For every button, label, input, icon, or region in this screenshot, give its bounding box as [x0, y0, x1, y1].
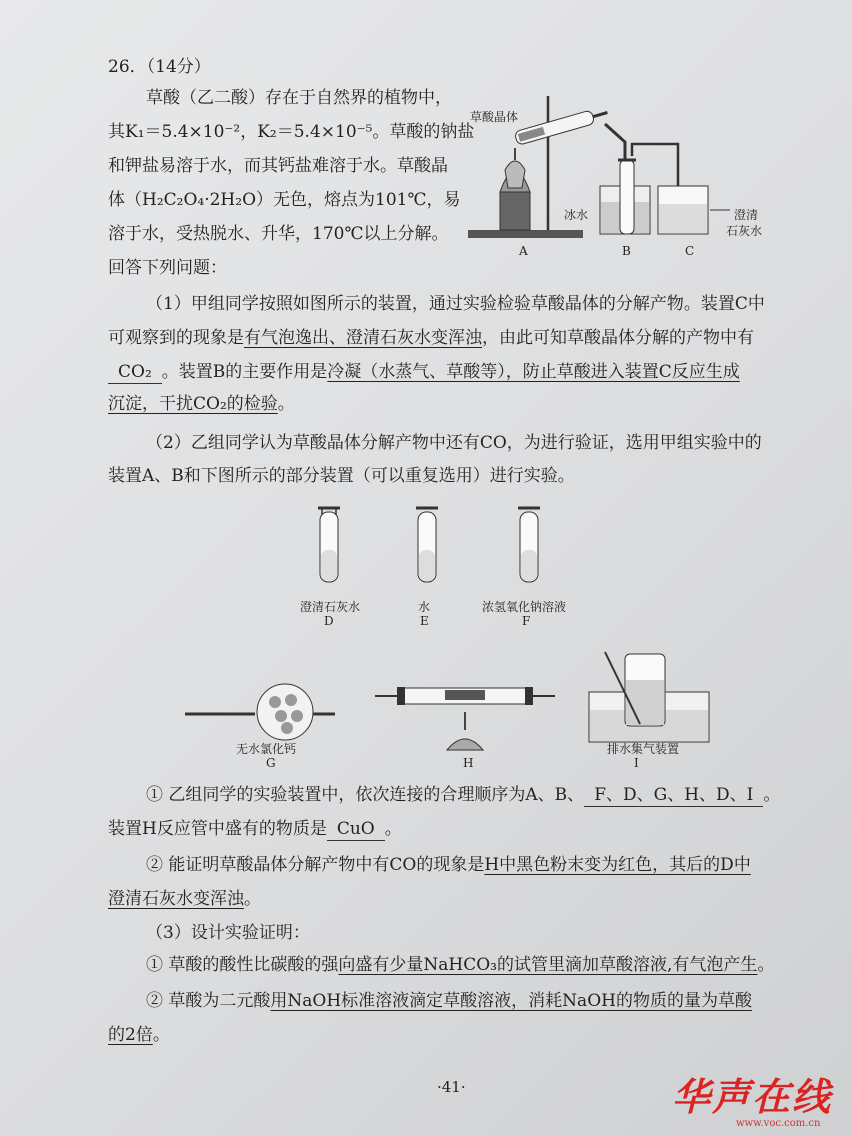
label-i-name: 排水集气装置	[607, 742, 680, 756]
part3-a-post: 。	[757, 955, 775, 975]
part2-line-2: 装置A、B和下图所示的部分装置（可以重复选用）进行实验。	[108, 466, 575, 486]
answer-co2: CO₂	[108, 361, 162, 384]
label-f: F	[522, 614, 531, 628]
label-f-name: 浓氢氧化钠溶液	[482, 600, 567, 614]
part1-line-2	[108, 327, 754, 349]
label-lime-water-2: 石灰水	[726, 224, 763, 238]
watermark-url: www.voc.com.cn	[736, 1118, 821, 1129]
answer-b-function-cont: 沉淀，干扰CO₂的检验	[108, 394, 278, 414]
test-tubes-def-diagram	[300, 500, 560, 595]
label-ice-water: 冰水	[564, 208, 589, 222]
q2b-l2-post: 。	[244, 889, 261, 909]
part3-a-pre: ① 草酸的酸性比碳酸的强	[146, 955, 339, 975]
part3-b-line-1	[146, 990, 752, 1012]
intro-line-5: 溶于水，受热脱水、升华，170℃以上分解。	[108, 224, 449, 244]
question-number: 26．（14分）	[108, 57, 211, 77]
intro-line-6: 回答下列问题：	[108, 258, 227, 278]
q2a-post: 。	[763, 785, 781, 805]
label-c: C	[685, 244, 695, 258]
label-h: H	[463, 756, 474, 770]
answer-connection-order: F、D、G、H、D、I	[584, 784, 763, 807]
answer-acid-strength: 向盛有少量NaHCO₃的试管里滴加草酸溶液,有气泡产生	[338, 955, 758, 975]
part1-l3-mid: 。装置B的主要作用是	[161, 362, 328, 382]
intro-line-3: 和钾盐易溶于水，而其钙盐难溶于水。草酸晶	[108, 156, 448, 176]
q2a-l2-pre: 装置H反应管中盛有的物质是	[108, 819, 327, 839]
answer-diprotic-cont: 的2倍	[108, 1025, 153, 1045]
part1-line-4	[108, 393, 295, 415]
part1-l2-pre: 可观察到的现象是	[108, 328, 244, 348]
label-i: I	[634, 756, 639, 770]
page-number: ·41·	[437, 1078, 466, 1096]
label-d: D	[324, 614, 334, 628]
part3-b-l2-post: 。	[152, 1025, 170, 1045]
part1-l4-post: 。	[277, 394, 295, 414]
label-g: G	[266, 756, 276, 770]
label-d-name: 澄清石灰水	[300, 600, 361, 614]
q2b-line-2	[108, 888, 261, 910]
q2a-l2-post: 。	[384, 819, 402, 839]
q2b-line-1	[146, 854, 751, 876]
answer-co-phenomenon-cont: 澄清石灰水变浑浊	[108, 889, 244, 909]
part1-l2-post: ，由此可知草酸晶体分解的产物中有	[482, 328, 754, 348]
intro-line-1: 草酸（乙二酸）存在于自然界的植物中，	[146, 88, 452, 108]
intro-line-2: 其K₁＝5.4×10⁻²，K₂＝5.4×10⁻⁵。草酸的钠盐	[108, 122, 475, 142]
q2a-line-1	[146, 784, 780, 807]
part3-b-line-2	[108, 1024, 170, 1046]
label-g-name: 无水氯化钙	[236, 742, 297, 756]
label-oxalic-crystal: 草酸晶体	[470, 110, 519, 124]
answer-h-substance: CuO	[327, 818, 385, 841]
part1-line-1: （1）甲组同学按照如图所示的装置，通过实验检验草酸晶体的分解产物。装置C中	[146, 294, 765, 314]
q2a-line-2	[108, 818, 402, 841]
answer-diprotic: 用NaOH标准溶液滴定草酸溶液，消耗NaOH的物质的量为草酸	[270, 991, 752, 1011]
label-e-name: 水	[418, 600, 431, 614]
label-a: A	[519, 244, 528, 258]
part3-title: （3）设计实验证明：	[146, 923, 310, 943]
part3-b-pre: ② 草酸为二元酸	[146, 991, 271, 1011]
answer-co-phenomenon: H中黑色粉末变为红色，其后的D中	[484, 855, 751, 875]
part2-line-1: （2）乙组同学认为草酸晶体分解产物中还有CO，为进行验证，选用甲组实验中的	[146, 433, 762, 453]
answer-b-function: 冷凝（水蒸气、草酸等），防止草酸进入装置C反应生成	[327, 362, 740, 382]
label-b: B	[622, 244, 631, 258]
q2b-pre: ② 能证明草酸晶体分解产物中有CO的现象是	[146, 855, 485, 875]
part1-line-3	[108, 361, 740, 384]
q2a-pre: ① 乙组同学的实验装置中，依次连接的合理顺序为A、B、	[146, 785, 585, 805]
watermark-logo: 华声在线	[672, 1074, 833, 1119]
part3-a-line	[146, 954, 774, 976]
label-lime-water-1: 澄清	[734, 208, 759, 222]
answer-phenomenon-c: 有气泡逸出、澄清石灰水变浑浊	[244, 328, 482, 348]
label-e: E	[420, 614, 429, 628]
intro-line-4: 体（H₂C₂O₄·2H₂O）无色，熔点为101℃，易	[108, 190, 461, 210]
